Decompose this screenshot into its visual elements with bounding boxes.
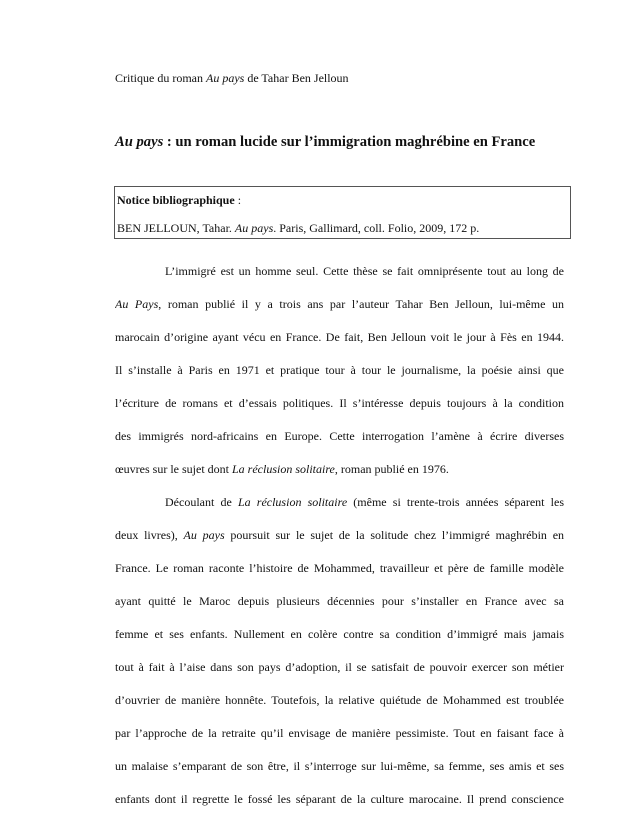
paragraph-1-line-3: marocain d’origine ayant vécu en France. De fait, Ben Jelloun voit le jour à Fès en 1944. <box>115 330 564 344</box>
paragraph-1-line-4: Il s’installe à Paris en 1971 et pratique tour à tour le journalisme, la poésie ainsi que <box>115 363 564 377</box>
paragraph-2-line-3: France. Le roman raconte l’histoire de Mohammed, travailleur et père de famille modèle <box>115 561 564 575</box>
paragraph-1-line-7 <box>115 462 564 477</box>
bibliography-label: Notice bibliographique <box>117 193 235 207</box>
line-text: (même si trente-trois années séparent les <box>347 495 564 509</box>
line-text: deux livres), <box>115 528 184 542</box>
paragraph-2-line-8: par l’approche de la retraite qu’il envisage de manière pessimiste. Tout en faisant face à <box>115 726 564 740</box>
paragraph-1-line-5: l’écriture de romans et d’essais politiques. Il s’intéresse depuis toujours à la condition <box>115 396 564 410</box>
reference-publication: . Paris, Gallimard, coll. Folio, 2009, 172 p. <box>273 221 480 235</box>
paragraph-2-line-5: femme et ses enfants. Nullement en colère contre sa condition d’immigré mais jamais <box>115 627 564 641</box>
bibliography-reference <box>117 221 479 236</box>
line-text: œuvres sur le sujet dont <box>115 462 232 476</box>
title-text: : un roman lucide sur l’immigration maghrébine en France <box>163 134 536 150</box>
paragraph-2-line-2 <box>115 528 564 543</box>
book-title-inline: Au pays <box>183 528 225 542</box>
page-title <box>115 134 535 151</box>
book-title-inline: La réclusion solitaire <box>231 462 335 476</box>
line-text: Découlant de <box>165 495 238 509</box>
reference-title: Au pays <box>234 221 274 235</box>
reference-author: BEN JELLOUN, Tahar. <box>117 221 235 235</box>
header-book-title: Au pays <box>205 71 245 85</box>
header-text: Critique du roman <box>115 71 206 85</box>
book-title-inline: Au Pays <box>115 297 159 311</box>
paragraph-2-line-9: un malaise s’emparant de son être, il s’interroge sur lui-même, sa femme, ses amis et ses <box>115 759 564 773</box>
line-text: , roman publié en 1976. <box>334 462 449 476</box>
bibliography-label-colon: : <box>234 193 242 207</box>
bibliography-box <box>114 186 571 239</box>
paragraph-2-line-10: enfants dont il regrette le fossé les séparant de la culture marocaine. Il prend conscience <box>115 792 564 806</box>
paragraph-2-line-4: ayant quitté le Maroc depuis plusieurs décennies pour s’installer en France avec sa <box>115 594 564 608</box>
bibliography-heading <box>117 193 241 208</box>
paragraph-2-line-6: tout à fait à l’aise dans son pays d’adoption, il se satisfait de pouvoir exercer son métier <box>115 660 564 674</box>
line-text: , roman publié il y a trois ans par l’auteur Tahar Ben Jelloun, lui-même un <box>158 297 564 311</box>
line-text: poursuit sur le sujet de la solitude chez l’immigré maghrébin en <box>224 528 564 542</box>
book-title-inline: La réclusion solitaire <box>237 495 348 509</box>
title-book-name: Au pays <box>115 134 164 150</box>
paragraph-2-line-7: d’ouvrier de manière honnête. Toutefois, la relative quiétude de Mohammed est troublée <box>115 693 564 707</box>
paragraph-1-line-1: L’immigré est un homme seul. Cette thèse se fait omniprésente tout au long de <box>165 264 564 278</box>
paragraph-2-line-1 <box>165 495 564 510</box>
document-header <box>115 71 349 86</box>
paragraph-1-line-2 <box>115 297 564 312</box>
paragraph-1-line-6: des immigrés nord-africains en Europe. Cette interrogation l’amène à écrire diverses <box>115 429 564 443</box>
header-author: de Tahar Ben Jelloun <box>244 71 349 85</box>
